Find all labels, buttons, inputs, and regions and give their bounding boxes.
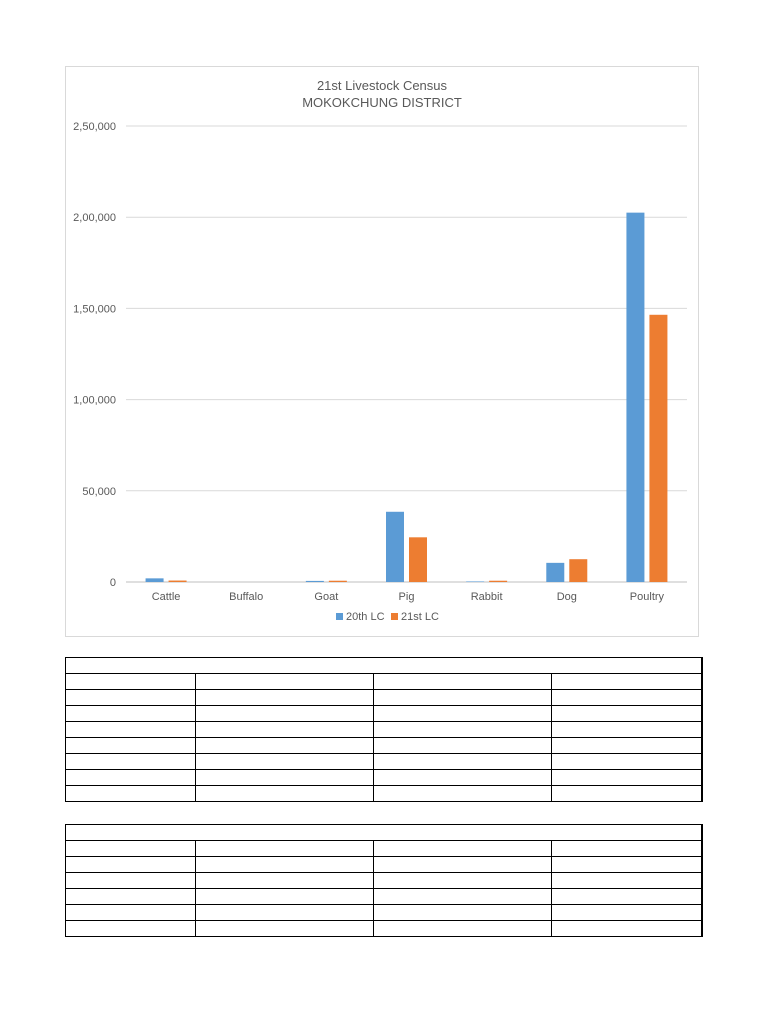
table-cell xyxy=(374,921,552,937)
table-cell xyxy=(196,722,374,738)
table-cell xyxy=(552,770,702,786)
table-cell xyxy=(374,674,552,690)
legend-swatch xyxy=(336,613,343,620)
bar xyxy=(386,512,404,582)
table-cell xyxy=(552,905,702,921)
table-cell xyxy=(66,738,196,754)
x-tick-label: Buffalo xyxy=(229,591,264,603)
blank-table-2 xyxy=(65,824,703,937)
table-cell xyxy=(374,770,552,786)
table-cell xyxy=(552,873,702,889)
y-tick-label: 2,50,000 xyxy=(73,121,116,133)
x-tick-label: Poultry xyxy=(629,591,665,603)
y-tick-label: 2,00,000 xyxy=(73,212,116,225)
table-cell xyxy=(374,873,552,889)
table-cell xyxy=(374,786,552,802)
chart-title: 21st Livestock Census xyxy=(316,78,448,93)
y-tick-label: 1,50,000 xyxy=(73,303,116,316)
table-cell xyxy=(66,674,196,690)
y-tick-label: 1,00,000 xyxy=(73,394,116,407)
chart-frame xyxy=(65,66,699,637)
legend-swatch xyxy=(391,613,398,620)
bar xyxy=(329,581,347,582)
bar xyxy=(466,581,484,582)
table-row xyxy=(66,770,702,786)
table-cell xyxy=(66,770,196,786)
x-tick-label: Goat xyxy=(314,591,339,603)
table-row xyxy=(66,905,702,921)
table-row xyxy=(66,889,702,905)
table-cell xyxy=(552,722,702,738)
table-cell xyxy=(552,706,702,722)
table-cell xyxy=(196,905,374,921)
y-tick-label: 0 xyxy=(109,577,116,589)
x-tick-label: Dog xyxy=(556,591,577,603)
table-cell xyxy=(196,889,374,905)
table-cell xyxy=(196,770,374,786)
bar xyxy=(546,563,564,582)
table-cell xyxy=(66,857,196,873)
table-cell xyxy=(66,706,196,722)
x-tick-label: Pig xyxy=(398,591,415,603)
table-cell xyxy=(66,722,196,738)
bar-chart xyxy=(66,67,700,638)
bar xyxy=(306,581,324,582)
table-cell xyxy=(552,889,702,905)
table-cell xyxy=(66,841,196,857)
table-row xyxy=(66,873,702,889)
table-cell xyxy=(552,857,702,873)
table-cell xyxy=(66,754,196,770)
table-row xyxy=(66,674,702,690)
table-header-row xyxy=(66,658,702,674)
bar xyxy=(489,581,507,582)
table-cell xyxy=(374,722,552,738)
table-cell xyxy=(374,889,552,905)
table-row xyxy=(66,722,702,738)
table-cell xyxy=(66,889,196,905)
table-cell xyxy=(66,921,196,937)
table-cell xyxy=(66,873,196,889)
bar xyxy=(146,578,164,582)
table-cell xyxy=(66,690,196,706)
bar xyxy=(649,315,667,582)
table-cell xyxy=(66,786,196,802)
table-row xyxy=(66,706,702,722)
table-cell xyxy=(374,706,552,722)
table-cell xyxy=(196,873,374,889)
table-cell xyxy=(552,921,702,937)
table-cell xyxy=(374,841,552,857)
table-cell xyxy=(196,921,374,937)
table-cell xyxy=(374,857,552,873)
legend-label: 21st LC xyxy=(401,611,439,623)
table-cell xyxy=(66,905,196,921)
y-tick-label: 50,000 xyxy=(82,485,116,498)
chart-subtitle: MOKOKCHUNG DISTRICT xyxy=(302,95,462,110)
bar xyxy=(569,559,587,582)
table-cell xyxy=(552,786,702,802)
table-cell xyxy=(196,857,374,873)
table-row xyxy=(66,841,702,857)
x-tick-label: Rabbit xyxy=(470,591,503,603)
bar xyxy=(409,537,427,582)
blank-table-1 xyxy=(65,657,703,802)
table-cell xyxy=(196,841,374,857)
table-cell xyxy=(374,690,552,706)
table-row xyxy=(66,690,702,706)
table-cell xyxy=(552,754,702,770)
table-cell xyxy=(196,754,374,770)
table-cell xyxy=(374,738,552,754)
bar xyxy=(626,213,644,582)
table-header-row xyxy=(66,825,702,841)
table-cell xyxy=(196,786,374,802)
table-cell xyxy=(374,905,552,921)
legend-label: 20th LC xyxy=(346,611,385,623)
table-row xyxy=(66,754,702,770)
table-row xyxy=(66,857,702,873)
table-cell xyxy=(552,738,702,754)
bar xyxy=(169,581,187,582)
table-row xyxy=(66,738,702,754)
table-cell xyxy=(196,690,374,706)
table-header-cell xyxy=(66,658,702,674)
table-cell xyxy=(196,706,374,722)
x-tick-label: Cattle xyxy=(151,591,181,603)
table-cell xyxy=(552,841,702,857)
table-cell xyxy=(196,674,374,690)
table-cell xyxy=(196,738,374,754)
table-cell xyxy=(552,674,702,690)
table-row xyxy=(66,921,702,937)
table-row xyxy=(66,786,702,802)
table-header-cell xyxy=(66,825,702,841)
table-cell xyxy=(552,690,702,706)
table-cell xyxy=(374,754,552,770)
